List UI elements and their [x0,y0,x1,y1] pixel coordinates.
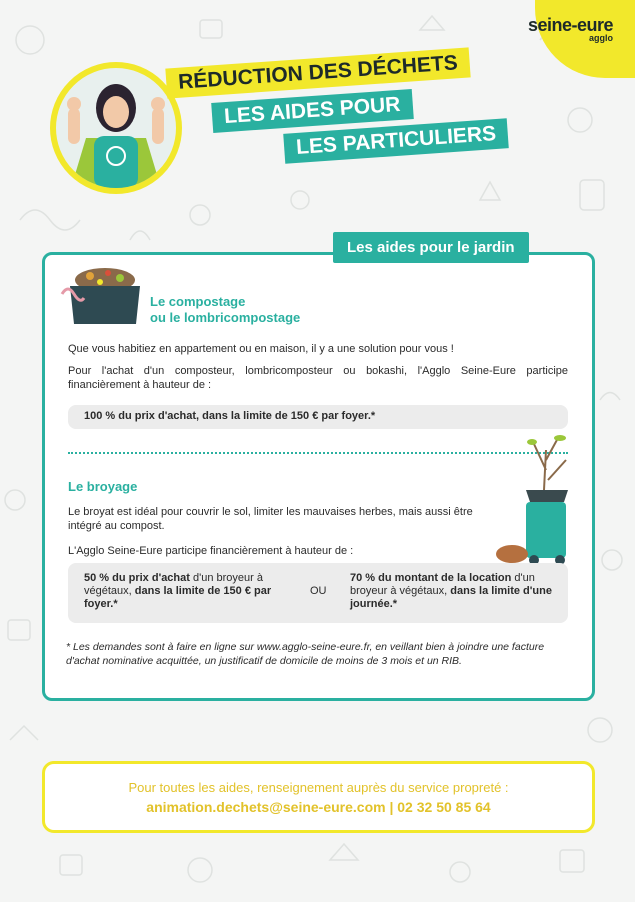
broyage-para-1: Le broyat est idéal pour couvrir le sol, limiter les mauvaises herbes, mais aussi être intégré au compost. [68,506,473,532]
compost-para-2: Pour l'achat d'un composteur, lombricomposteur ou bokashi, l'Agglo Seine-Eure participe financièrement à hauteur de : [68,365,568,391]
option-rent-bold-a: 70 % du montant de la location [350,572,512,584]
contact-email-phone: animation.dechets@seine-eure.com | 02 32 50 85 64 [146,799,491,815]
title-line-1: RÉDUCTION DES DÉCHETS [165,47,470,98]
title-line-2: LES AIDES POUR [211,89,413,133]
broyage-options [68,563,568,623]
option-buy-bold-a: 50 % du prix d'achat [84,572,190,584]
seine-eure-logo [527,15,613,43]
contact-box [42,761,595,833]
footnote: * Les demandes sont à faire en ligne sur www.agglo-seine-eure.fr, en veillant bien à joindre une facture d'achat nominative acquittée, un justificatif de domicile de moins de 3 mois et un RIB. [66,641,545,667]
option-buy-bold-b: dans la limite de 150 € par foyer.* [84,585,272,610]
broyage-para-2: L'Agglo Seine-Eure participe financièrement à hauteur de : [68,545,354,557]
superhero-woman-icon [56,68,176,188]
title-line-3: LES PARTICULIERS [283,118,509,164]
compost-highlight [68,405,568,429]
option-rent-bold-b: dans la limite d'une journée.* [350,585,552,610]
or-separator: OU [310,585,327,597]
compost-title [150,294,300,326]
broyage-title: Le broyage [68,479,138,494]
logo-sub-text: agglo [589,33,613,43]
broyage-option-buy [84,572,294,611]
compost-highlight-text: 100 % du prix d'achat, dans la limite de 150 € par foyer.* [84,410,376,422]
logo-main-text: seine-eure [527,15,613,35]
option-buy-text-a: d'un broyeur à végétaux, [84,572,263,597]
compost-title-line1: Le compostage [150,294,246,309]
compost-para-1: Que vous habitiez en appartement ou en maison, il y a une solution pour vous ! [68,343,454,355]
wood-chipper-icon [496,430,578,566]
compost-title-line2: ou le lombricompostage [150,310,301,325]
section-divider [68,452,568,454]
mascot-avatar [50,62,182,194]
contact-info-text: Pour toutes les aides, renseignement auprès du service propreté : [128,780,509,795]
broyage-option-rent [350,572,554,611]
card-tag: Les aides pour le jardin [333,232,529,263]
compost-bin-icon [60,264,146,328]
option-rent-text-a: d'un broyeur à végétaux, [350,572,535,597]
